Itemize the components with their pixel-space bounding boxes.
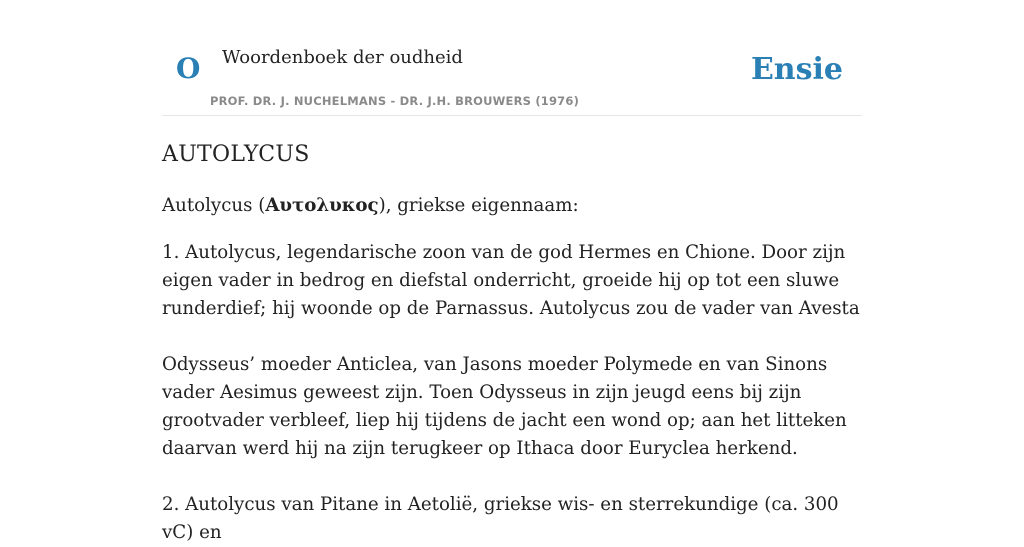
entry-title: AUTOLYCUS xyxy=(162,142,310,167)
entry-paragraph-1: 1. Autolycus, legendarische zoon van de god Hermes en Chione. Door zijn eigen vader in bedrog en diefstal onderricht, groeide hij op tot een sluwe runderdief; hij woonde op de Parnassus. Autolycus zou de vader van Avesta xyxy=(162,242,860,319)
intro-text-end: ), griekse eigennaam: xyxy=(378,195,579,216)
intro-text-start: Autolycus ( xyxy=(162,195,266,216)
book-authors: PROF. DR. J. NUCHELMANS - DR. J.H. BROUWERS (1976) xyxy=(210,94,580,108)
entry-paragraph-3: 2. Autolycus van Pitane in Aetolië, griekse wis- en sterrekundige (ca. 300 vC) en xyxy=(162,494,839,543)
entry-content xyxy=(162,136,862,547)
header xyxy=(162,0,862,116)
index-letter[interactable]: O xyxy=(176,52,201,85)
greek-name: Αυτολυκος xyxy=(265,195,379,216)
book-title[interactable]: Woordenboek der oudheid xyxy=(222,47,463,68)
entry-intro xyxy=(162,192,862,220)
brand-logo-link[interactable]: Ensie xyxy=(750,52,843,87)
entry-paragraph-2: Odysseus’ moeder Anticlea, van Jasons moeder Polymede en van Sinons vader Aesimus geweest zijn. Toen Odysseus in zijn jeugd eens bij zijn grootvader verbleef, liep hij tijdens de jacht een wond op; aan het litteken daarvan werd hij na zijn terugkeer op Ithaca door Euryclea herkend. xyxy=(162,354,847,459)
